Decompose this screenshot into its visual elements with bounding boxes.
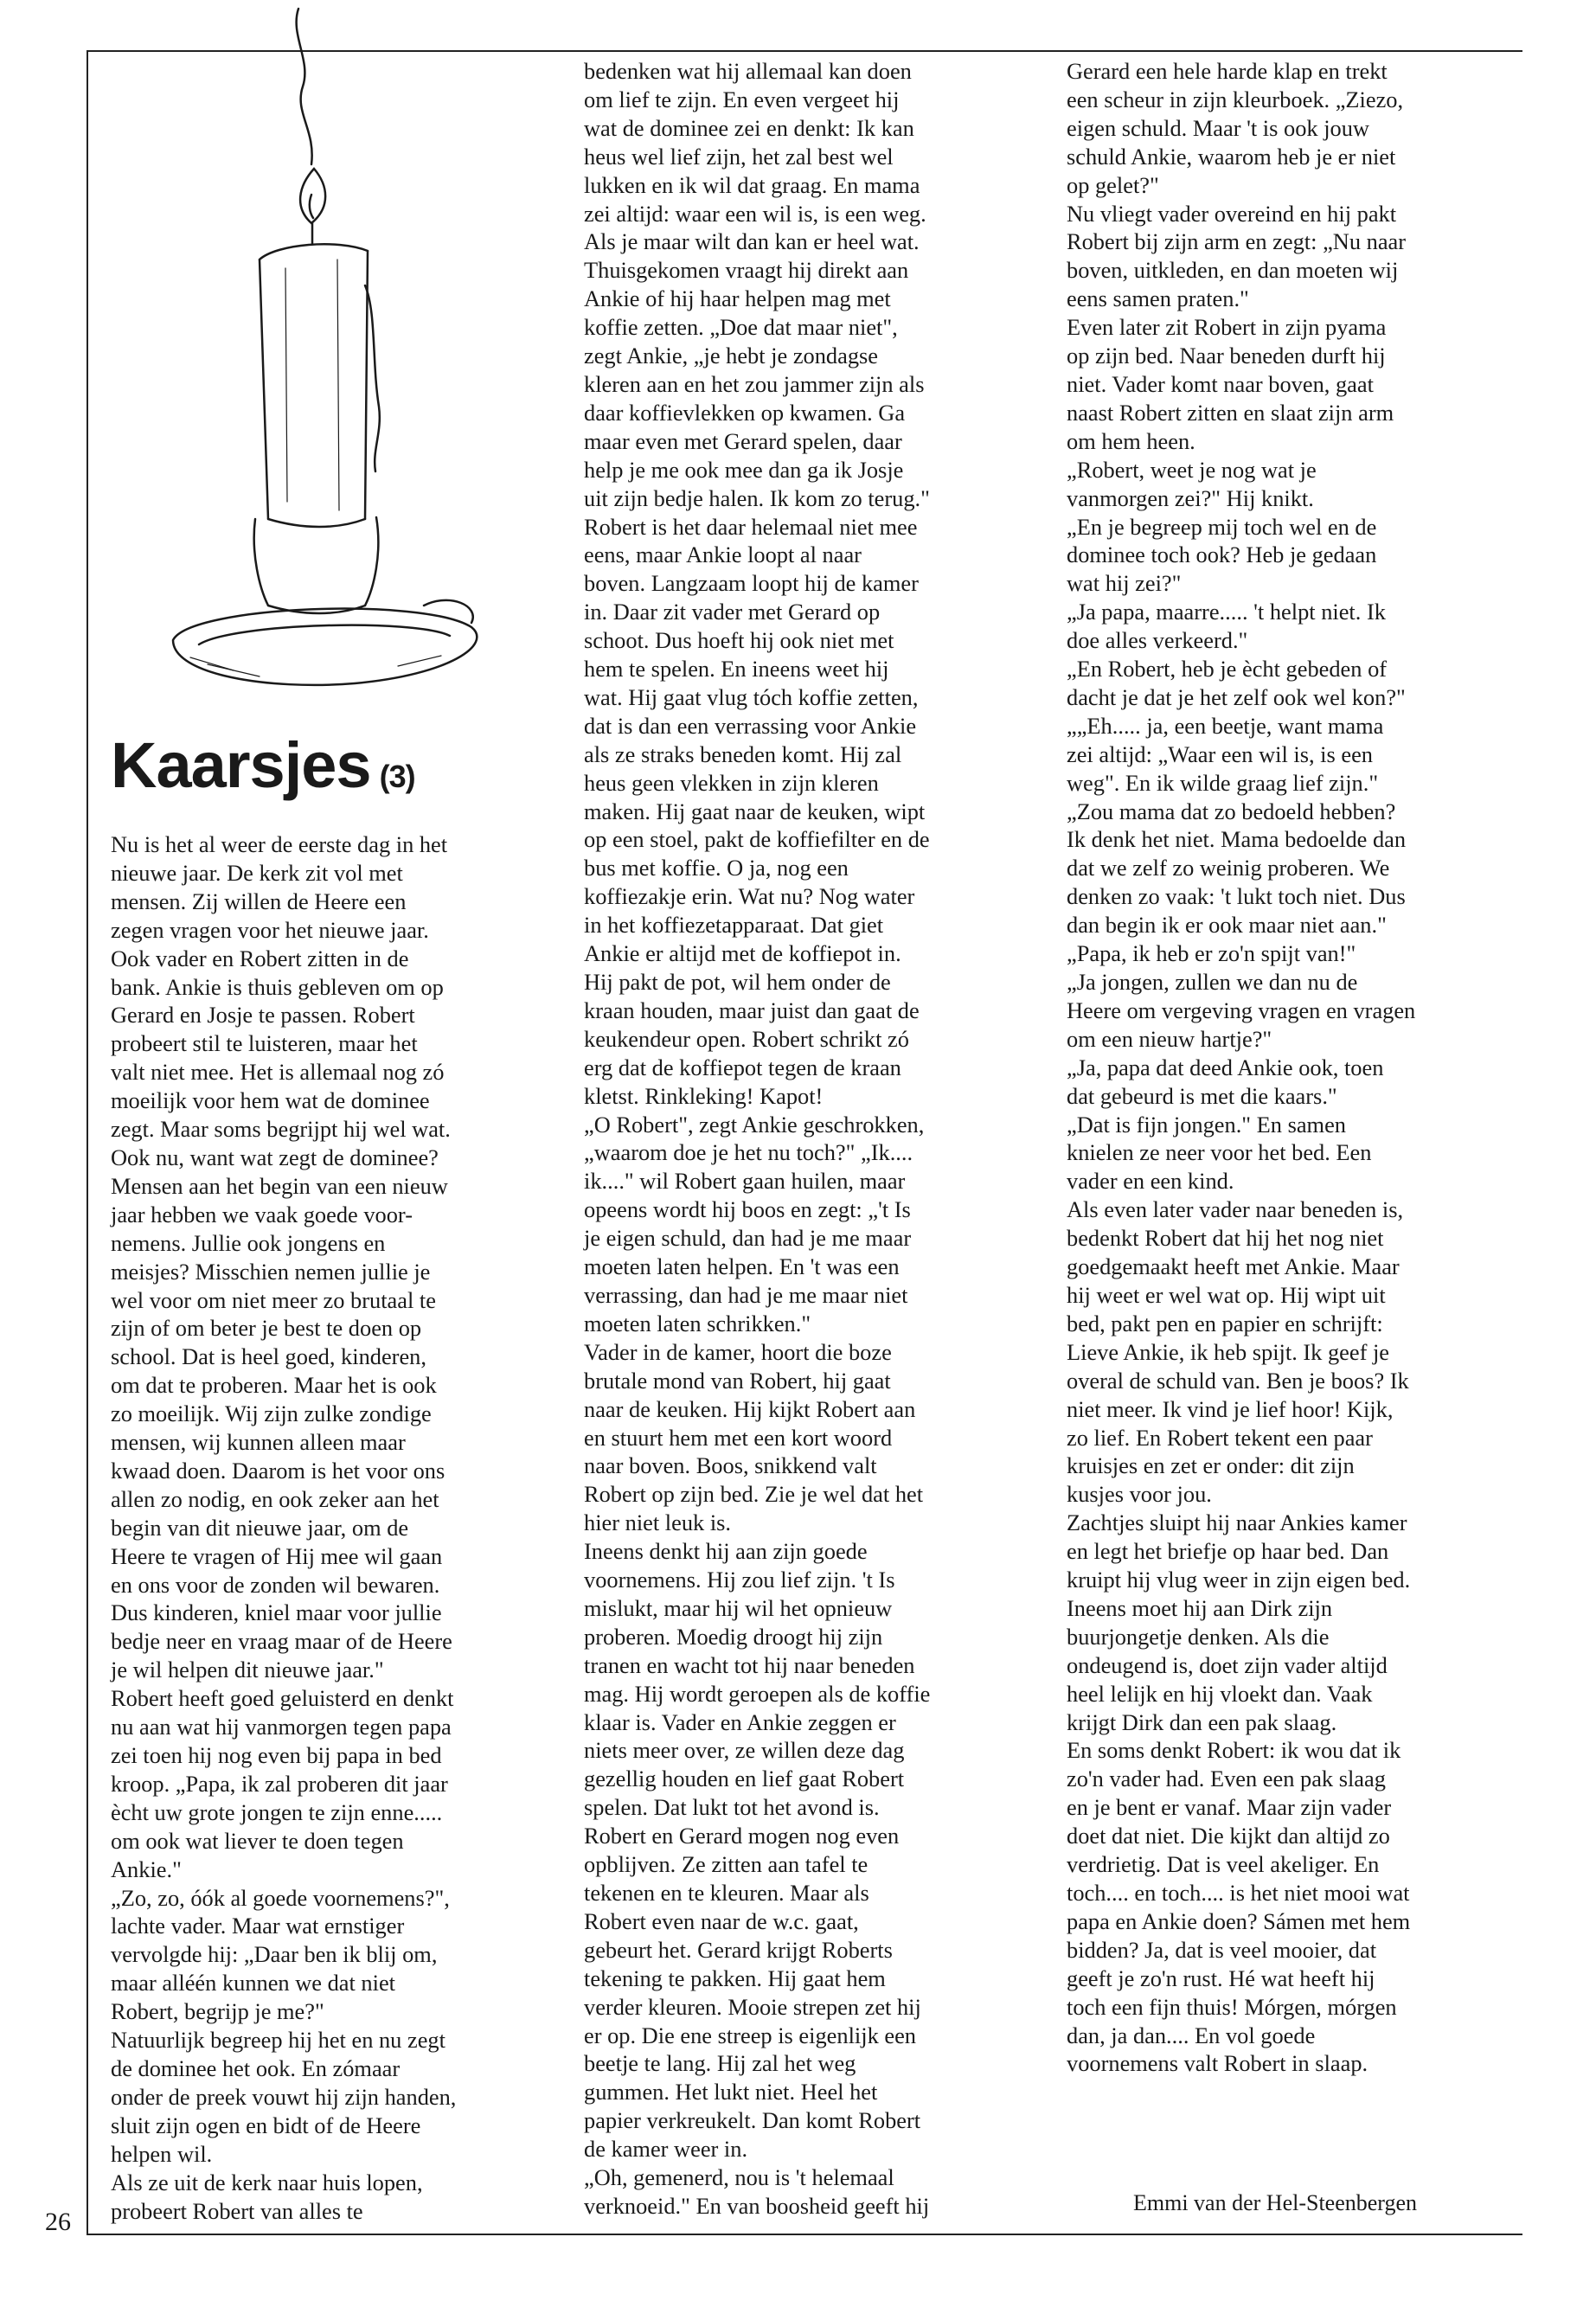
author-credit: Emmi van der Hel-Steenbergen (1133, 2190, 1418, 2215)
title-part: (3) (379, 759, 415, 794)
left-rule (87, 50, 88, 2234)
title-text: Kaarsjes (111, 729, 371, 801)
candle-icon (138, 0, 502, 709)
bottom-rule (87, 2234, 1522, 2235)
article-title (111, 728, 415, 802)
page-number: 26 (45, 2208, 71, 2236)
column-3: Gerard een hele harde klap en trekt een scheur in zijn kleurboek. „Ziezo, eigen schuld. Maar 't is ook jouw schuld Ankie, waarom heb je er niet op gelet?" Nu vliegt vader overeind en hij pakt Robert bij zijn arm en zegt: „Nu naar boven, uitkleden, en dan moeten wij eens samen praten." Even later zit Robert in zijn pyama op zijn bed. Naar beneden durft hij niet. Vader komt naar boven, gaat naast Robert zitten en slaat zijn arm om hem heen. „Robert, weet je nog wat je vanmorgen zei?" Hij knikt. „En je begreep mij toch wel en de dominee toch ook? Heb je gedaan wat hij zei?" „Ja papa, maarre..... 't helpt niet. Ik doe alles verkeerd." „En Robert, heb je ècht gebeden of dacht je dat je het zelf ook wel kon?" „„Eh..... ja, een beetje, want mama zei altijd: „Waar een wil is, is een weg". En ik wilde graag lief zijn." „Zou mama dat zo bedoeld hebben? Ik denk het niet. Mama bedoelde dan dat we zelf zo weinig proberen. We denken zo vaak: 't lukt toch niet. Dus dan begin ik er ook maar niet aan." „Papa, ik heb er zo'n spijt van!" „Ja jongen, zullen we dan nu de Heere om vergeving vragen en vragen om een nieuw hartje?" „Ja, papa dat deed Ankie ook, toen dat gebeurd is met die kaars." „Dat is fijn jongen." En samen knielen ze neer voor het bed. Een vader en een kind. Als even later vader naar beneden is, bedenkt Robert dat hij het nog niet goedgemaakt heeft met Ankie. Maar hij weet er wel wat op. Hij wipt uit bed, pakt pen en papier en schrijft: Lieve Ankie, ik heb spijt. Ik geef je overal de schuld van. Ben je boos? Ik niet meer. Ik vind je lief hoor! Kijk, zo lief. En Robert tekent een paar kruisjes en zet er onder: dit zijn kusjes voor jou. Zachtjes sluipt hij naar Ankies kamer en legt het briefje op haar bed. Dan kruipt hij vlug weer in zijn eigen bed. Ineens moet hij aan Dirk zijn buurjongetje denken. Als die ondeugend is, doet zijn vader altijd heel lelijk en hij vloekt dan. Vaak krijgt Dirk dan een pak slaag. En soms denkt Robert: ik wou dat ik zo'n vader had. Even een pak slaag en je bent er vanaf. Maar zijn vader doet dat niet. Die kijkt dan altijd zo verdrietig. Dat is veel akeliger. En toch.... en toch.... is het niet mooi wat papa en Ankie doen? Sámen met hem bidden? Ja, dat is veel mooier, dat geeft je zo'n rust. Hé wat heeft hij toch een fijn thuis! Mórgen, mórgen dan, ja dan.... En vol goede voornemens valt Robert in slaap. (1067, 58, 1416, 2077)
column-2: bedenken wat hij allemaal kan doen om lief te zijn. En even vergeet hij wat de dominee zei en denkt: Ik kan heus wel lief zijn, het zal best wel lukken en ik wil dat graag. En mama zei altijd: waar een wil is, is een weg. Als je maar wilt dan kan er heel wat. Thuisgekomen vraagt hij direkt aan Ankie of hij haar helpen mag met koffie zetten. „Doe dat maar niet", zegt Ankie, „je hebt je zondagse kleren aan en het zou jammer zijn als daar koffievlekken op kwamen. Ga maar even met Gerard spelen, daar help je me ook mee dan ga ik Josje uit zijn bedje halen. Ik kom zo terug." Robert is het daar helemaal niet mee eens, maar Ankie loopt al naar boven. Langzaam loopt hij de kamer in. Daar zit vader met Gerard op schoot. Dus hoeft hij ook niet met hem te spelen. En ineens weet hij wat. Hij gaat vlug tóch koffie zetten, dat is dan een verrassing voor Ankie als ze straks beneden komt. Hij zal heus geen vlekken in zijn kleren maken. Hij gaat naar de keuken, wipt op een stoel, pakt de koffiefilter en de bus met koffie. O ja, nog een koffiezakje erin. Wat nu? Nog water in het koffiezetapparaat. Dat giet Ankie er altijd met de koffiepot in. Hij pakt de pot, wil hem onder de kraan houden, maar juist dan gaat de keukendeur open. Robert schrikt zó erg dat de koffiepot tegen de kraan kletst. Rinkleking! Kapot! „O Robert", zegt Ankie geschrokken, „waarom doe je het nu toch?" „Ik.... ik...." wil Robert gaan huilen, maar opeens wordt hij boos en zegt: „'t Is je eigen schuld, dan had je me maar moeten laten helpen. En 't was een verrassing, dan had je me maar niet moeten laten schrikken." Vader in de kamer, hoort die boze brutale mond van Robert, hij gaat naar de keuken. Hij kijkt Robert aan en stuurt hem met een kort woord naar boven. Boos, snikkend valt Robert op zijn bed. Zie je wel dat het hier niet leuk is. Ineens denkt hij aan zijn goede voornemens. Hij zou lief zijn. 't Is mislukt, maar hij wil het opnieuw proberen. Moedig droogt hij zijn tranen en wacht tot hij naar beneden mag. Hij wordt geroepen als de koffie klaar is. Vader en Ankie zeggen er niets meer over, ze willen deze dag gezellig houden en lief gaat Robert spelen. Dat lukt tot het avond is. Robert en Gerard mogen nog even opblijven. Ze zitten aan tafel te tekenen en te kleuren. Maar als Robert even naar de w.c. gaat, gebeurt het. Gerard krijgt Roberts tekening te pakken. Hij gaat hem verder kleuren. Mooie strepen zet hij er op. Die ene streep is eigenlijk een beetje te lang. Hij zal het weg gummen. Het lukt niet. Heel het papier verkreukelt. Dan komt Robert de kamer weer in. „Oh, gemenerd, nou is 't helemaal verknoeid." En van boosheid geeft hij (584, 58, 931, 2219)
column-1: Nu is het al weer de eerste dag in het nieuwe jaar. De kerk zit vol met mensen. Zij willen de Heere een zegen vragen voor het nieuwe jaar. Ook vader en Robert zitten in de bank. Ankie is thuis gebleven om op Gerard en Josje te passen. Robert probeert stil te luisteren, maar het valt niet mee. Het is allemaal nog zó moeilijk voor hem wat de dominee zegt. Maar soms begrijpt hij wel wat. Ook nu, want wat zegt de dominee? Mensen aan het begin van een nieuw jaar hebben we vaak goede voor- nemens. Jullie ook jongens en meisjes? Misschien nemen jullie je wel voor om niet meer zo brutaal te zijn of om beter je best te doen op school. Dat is heel goed, kinderen, om dat te proberen. Maar het is ook zo moeilijk. Wij zijn zulke zondige mensen, wij kunnen alleen maar kwaad doen. Daarom is het voor ons allen zo nodig, en ook zeker aan het begin van dit nieuwe jaar, om de Heere te vragen of Hij mee wil gaan en ons voor de zonden wil bewaren. Dus kinderen, kniel maar voor jullie bedje neer en vraag maar of de Heere je wil helpen dit nieuwe jaar." Robert heeft goed geluisterd en denkt nu aan wat hij vanmorgen tegen papa zei toen hij nog even bij papa in bed kroop. „Papa, ik zal proberen dit jaar ècht uw grote jongen te zijn enne..... om ook wat liever te doen tegen Ankie." „Zo, zo, óók al goede voornemens?", lachte vader. Maar wat ernstiger vervolgde hij: „Daar ben ik blij om, maar alléén kunnen we dat niet Robert, begrijp je me?" Natuurlijk begreep hij het en nu zegt de dominee het ook. En zómaar onder de preek vouwt hij zijn handen, sluit zijn ogen en bidt of de Heere helpen wil. Als ze uit de kerk naar huis lopen, probeert Robert van alles te (111, 831, 457, 2224)
